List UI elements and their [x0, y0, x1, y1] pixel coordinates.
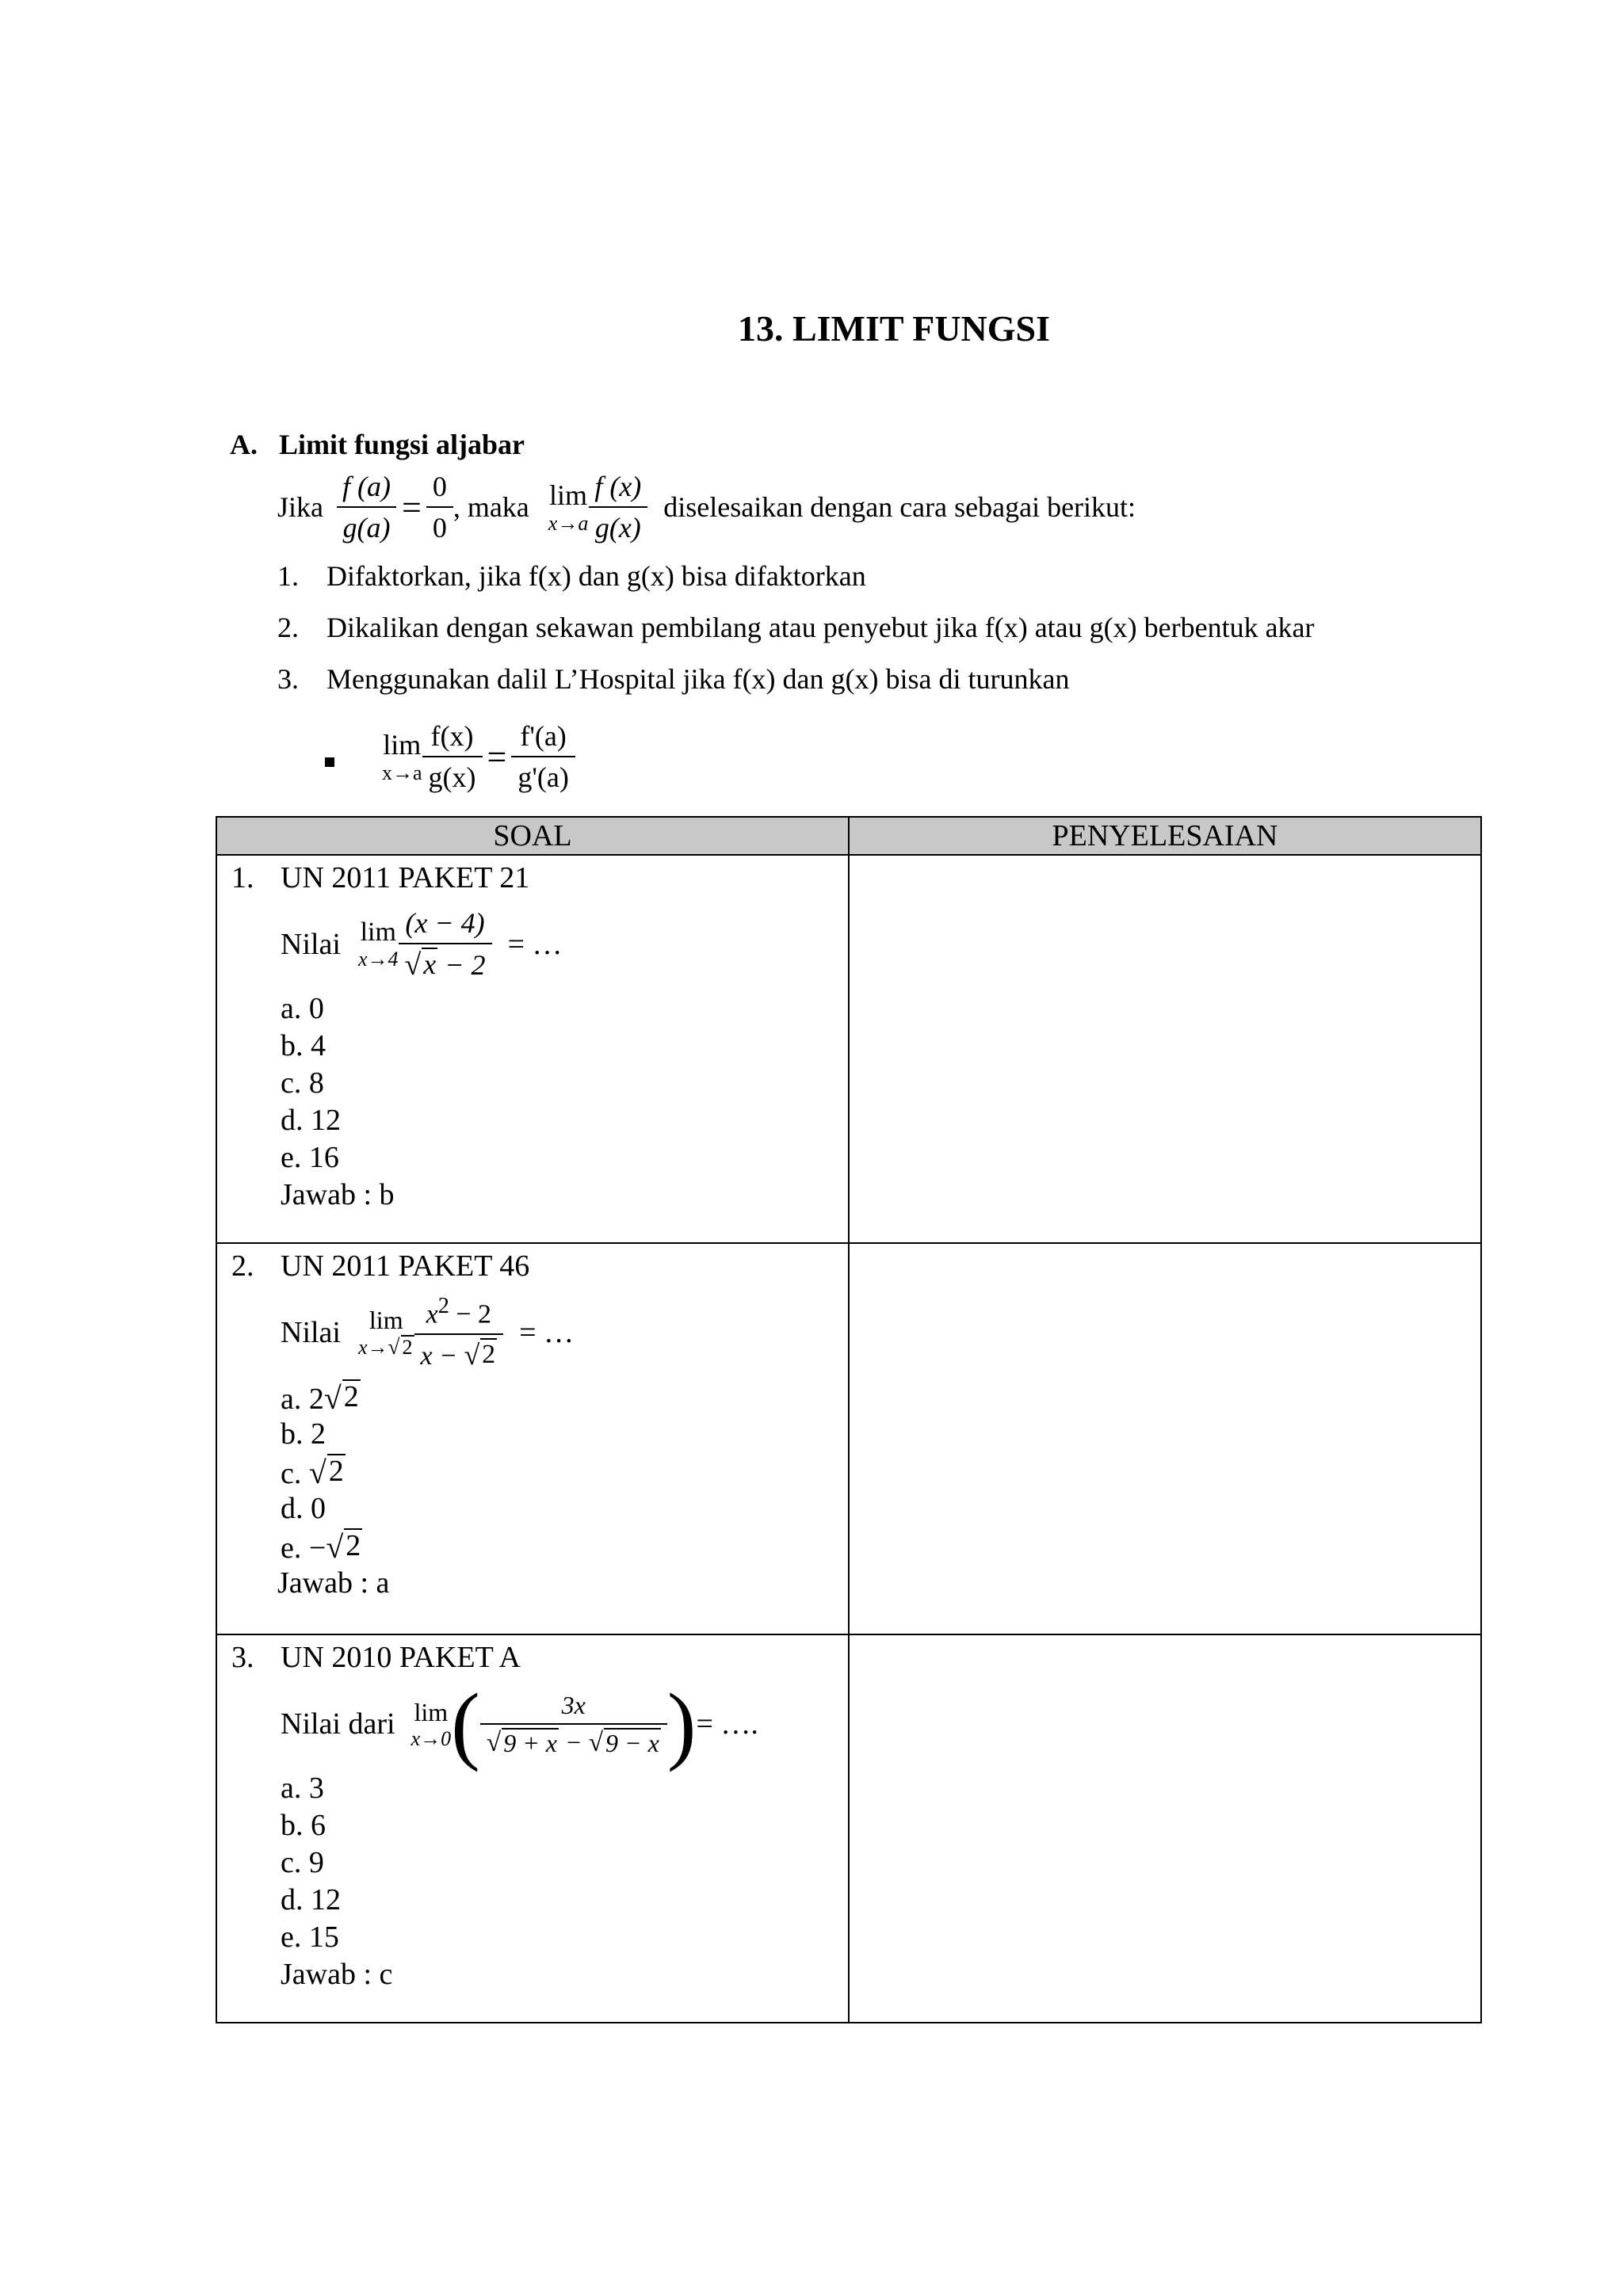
- lim-subscript-text: x→: [357, 1336, 388, 1359]
- fraction-fa-ga: [336, 470, 397, 544]
- header-soal: SOAL: [216, 817, 849, 855]
- nilai-label: Nilai dari: [281, 1707, 395, 1741]
- list-number: 2.: [277, 612, 299, 643]
- bullet-icon: [325, 757, 334, 767]
- lim-subscript: [358, 1335, 414, 1360]
- option-a: a. 0: [281, 992, 324, 1025]
- option-b: b. 6: [281, 1809, 326, 1842]
- limit-operator: [548, 479, 589, 536]
- fraction-numerator: f(x): [430, 720, 474, 752]
- nilai-label: Nilai: [281, 928, 341, 961]
- sqrt-icon: √: [388, 1335, 400, 1359]
- question-cell: [216, 1634, 849, 2023]
- fraction-denominator: [399, 943, 492, 982]
- question-source: [231, 860, 848, 898]
- left-paren-icon: (: [451, 1675, 480, 1772]
- fraction-numerator: f (a): [342, 471, 391, 502]
- sqrt-expression: [324, 1379, 361, 1417]
- sqrt-argument: 9 − x: [605, 1728, 659, 1757]
- answer-key: Jawab : c: [281, 1958, 393, 1991]
- method-list: [277, 559, 1315, 714]
- question-fraction: [399, 906, 492, 982]
- limit-operator: [411, 1698, 452, 1751]
- fraction-derivatives: [511, 719, 575, 794]
- list-item: [277, 662, 1315, 714]
- option-e: e. 16: [281, 1141, 339, 1174]
- solution-cell[interactable]: [849, 855, 1481, 1243]
- list-text: Menggunakan dalil L’Hospital jika f(x) dan g(x) bisa di turunkan: [327, 663, 1070, 695]
- question-cell: [216, 1243, 849, 1634]
- sqrt-expression: [464, 1338, 498, 1371]
- fraction-denominator: g(x): [422, 756, 483, 794]
- sqrt-argument: 9 + x: [503, 1728, 557, 1757]
- list-number: 1.: [277, 560, 299, 592]
- lim-subscript: x→4: [357, 948, 399, 971]
- question-source: [231, 1640, 848, 1677]
- option-coefficient: 2: [308, 1383, 324, 1416]
- sqrt-expression: [405, 948, 438, 982]
- question-expression: [231, 1286, 848, 1379]
- sqrt-expression: [326, 1528, 362, 1566]
- sqrt-icon: √: [404, 948, 422, 982]
- sqrt-argument: 2: [482, 1339, 496, 1369]
- question-number: 2.: [231, 1249, 254, 1283]
- sqrt-icon: √: [323, 1380, 342, 1416]
- option-b: b. 2: [281, 1417, 326, 1451]
- fraction-numerator: f'(a): [520, 720, 567, 752]
- question-number: 3.: [231, 1641, 254, 1674]
- sqrt-argument: x: [423, 948, 437, 980]
- denominator-head: x −: [420, 1341, 464, 1371]
- lhospital-formula: [325, 713, 575, 800]
- fraction-numerator: [420, 1294, 498, 1333]
- right-paren-icon: ): [666, 1675, 697, 1772]
- option-a: [231, 1379, 848, 1417]
- numerator-tail: − 2: [449, 1299, 492, 1329]
- sqrt-expression: [309, 1454, 346, 1491]
- question-fraction: [414, 1294, 504, 1371]
- header-penyelesaian: PENYELESAIAN: [849, 817, 1481, 855]
- fraction-denominator: g(x): [589, 506, 647, 544]
- question-source-text: UN 2011 PAKET 21: [281, 861, 530, 894]
- question-fraction: [480, 1691, 667, 1758]
- table-header-row: [216, 817, 1481, 855]
- sqrt-icon: √: [326, 1529, 344, 1565]
- question-source-text: UN 2011 PAKET 46: [281, 1249, 530, 1283]
- intro-maka: , maka: [453, 491, 529, 523]
- page-title: 13. LIMIT FUNGSI: [737, 308, 1051, 349]
- answer-key: Jawab : b: [281, 1178, 395, 1211]
- sqrt-expression: [589, 1728, 661, 1758]
- fraction-denominator: [414, 1333, 504, 1371]
- sqrt-icon: √: [588, 1727, 604, 1757]
- numerator-exponent: 2: [437, 1294, 449, 1319]
- lim-word: lim: [369, 1306, 403, 1334]
- nilai-label: Nilai: [281, 1316, 341, 1349]
- fraction-denominator: g'(a): [511, 756, 575, 794]
- option-label: a.: [281, 1383, 302, 1416]
- option-sign: −: [308, 1531, 327, 1565]
- sqrt-expression: [487, 1728, 559, 1758]
- sqrt-argument: 2: [328, 1455, 344, 1488]
- lim-word: lim: [414, 1697, 449, 1726]
- lim-word: lim: [383, 729, 422, 761]
- fraction-denominator: g(a): [337, 506, 397, 544]
- option-c: [231, 1454, 848, 1491]
- list-item: [277, 611, 1315, 662]
- solution-cell[interactable]: [849, 1634, 1481, 2023]
- fraction-numerator: 3x: [561, 1690, 586, 1719]
- question-cell: [216, 855, 849, 1243]
- question-number: 1.: [231, 861, 254, 894]
- fraction-denominator: [480, 1723, 667, 1758]
- denominator-tail: − 2: [437, 949, 486, 981]
- limit-operator: [358, 917, 399, 971]
- sqrt-argument: 2: [402, 1336, 413, 1359]
- table-row: [216, 1243, 1481, 1634]
- equals-sign: =: [487, 737, 507, 776]
- intro-statement: [277, 467, 1136, 547]
- lim-word: lim: [549, 479, 588, 511]
- problem-table: [216, 816, 1482, 2023]
- option-e: e. 15: [281, 1920, 339, 1954]
- numerator-var: x: [426, 1299, 438, 1329]
- denominator-minus: −: [558, 1727, 589, 1756]
- sqrt-icon: √: [464, 1338, 480, 1371]
- sqrt-argument: 2: [346, 1529, 361, 1562]
- lim-word: lim: [360, 917, 396, 947]
- sqrt-icon: √: [486, 1727, 502, 1757]
- fraction-fx-gx: [588, 470, 647, 544]
- fraction-numerator: 0: [432, 471, 447, 502]
- list-number: 3.: [277, 663, 299, 695]
- limit-operator: [358, 1306, 414, 1360]
- option-d: d. 0: [281, 1492, 326, 1525]
- option-d: d. 12: [281, 1883, 341, 1917]
- table-row: [216, 1634, 1481, 2023]
- lim-subscript: x→a: [382, 761, 422, 784]
- option-e: [231, 1528, 848, 1566]
- equals-ellipsis: = …: [507, 928, 563, 961]
- question-expression: [231, 898, 848, 991]
- lim-subscript: x→0: [411, 1726, 452, 1750]
- question-expression: [231, 1677, 848, 1771]
- fraction-zero-zero: [426, 470, 453, 544]
- section-heading: [230, 428, 525, 461]
- fraction-numerator: (x − 4): [405, 907, 485, 939]
- fraction-denominator: 0: [426, 506, 453, 544]
- list-text: Difaktorkan, jika f(x) dan g(x) bisa difaktorkan: [327, 560, 866, 592]
- question-source: [231, 1249, 848, 1286]
- equals-ellipsis: = ….: [696, 1707, 758, 1741]
- question-source-text: UN 2010 PAKET A: [281, 1641, 521, 1674]
- sqrt-icon: √: [308, 1455, 327, 1490]
- sqrt-expression: [388, 1335, 414, 1360]
- equals-ellipsis: = …: [519, 1316, 575, 1349]
- option-b: b. 4: [281, 1029, 326, 1062]
- intro-jika: Jika: [277, 491, 323, 523]
- sqrt-argument: 2: [343, 1380, 359, 1413]
- fraction-fx-gx: [422, 719, 483, 794]
- limit-operator: [382, 728, 422, 785]
- option-c: c. 9: [281, 1846, 324, 1879]
- section-title: Limit fungsi aljabar: [279, 429, 525, 460]
- equals-sign: =: [401, 487, 422, 527]
- intro-tail: diselesaikan dengan cara sebagai berikut:: [663, 491, 1136, 523]
- option-a: a. 3: [281, 1772, 324, 1805]
- option-c: c. 8: [281, 1066, 324, 1100]
- fraction-numerator: f (x): [594, 471, 642, 502]
- list-item: [277, 559, 1315, 611]
- option-d: d. 12: [281, 1104, 341, 1137]
- lim-subscript: x→a: [548, 512, 589, 535]
- section-letter: A.: [230, 429, 258, 460]
- list-text: Dikalikan dengan sekawan pembilang atau penyebut jika f(x) atau g(x) berbentuk akar: [327, 612, 1315, 643]
- option-label: e.: [281, 1531, 302, 1565]
- answer-key: Jawab : a: [277, 1566, 390, 1600]
- option-label: c.: [281, 1457, 302, 1490]
- table-row: [216, 855, 1481, 1243]
- solution-cell[interactable]: [849, 1243, 1481, 1634]
